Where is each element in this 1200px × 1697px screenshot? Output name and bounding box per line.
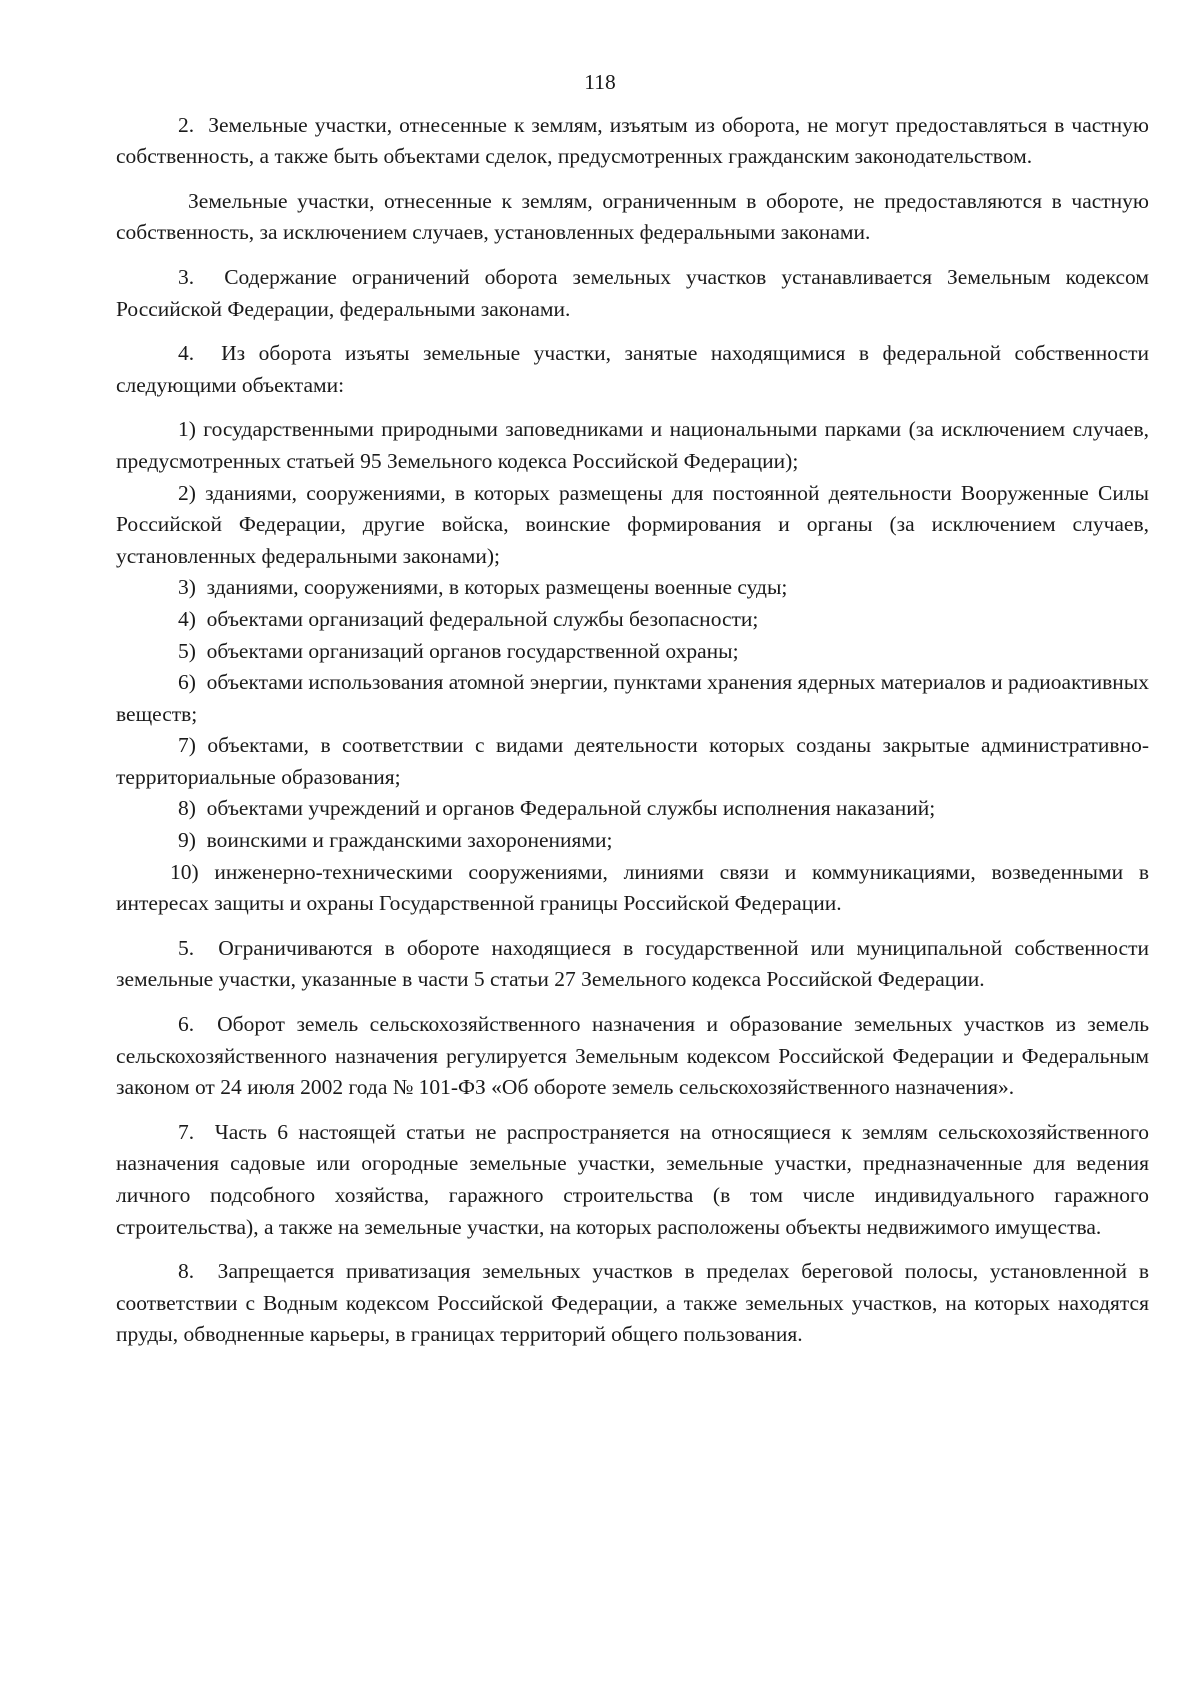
paragraph-6: 6. Оборот земель сельскохозяйственного назначения и образование земельных участков из земель сельскохозяйственного назначения регулируется Земельным кодексом Российской Федерации и Федеральным законом от 24 июля 2002 года № 101-ФЗ «Об обороте земель сельскохозяйственного назначения». [116,1012,1149,1100]
list-item: 4) объектами организаций федеральной службы безопасности; [178,606,759,631]
list-item: 10) инженерно-техническими сооружениями, линиями связи и коммуникациями, возведенными в интересах защиты и охраны Государственной границы Российской Федерации. [116,859,1149,916]
page-number: 118 [584,70,616,94]
list-item: 8) объектами учреждений и органов Федеральной службы исполнения наказаний; [178,796,936,821]
paragraph-4: 4. Из оборота изъяты земельные участки, занятые находящимися в федеральной собственности следующими объектами: [116,341,1149,397]
list-item: 9) воинскими и гражданскими захоронениями; [178,828,613,853]
list-item: 2) зданиями, сооружениями, в которых размещены для постоянной деятельности Вооруженные Силы Российской Федерации, другие войска, воинские формирования и органы (за исключением случаев, установленных федеральными законами); [116,480,1149,568]
list-item: 1) государственными природными заповедниками и национальными парками (за исключением случаев, предусмотренных статьей 95 Земельного кодекса Российской Федерации); [116,417,1149,473]
paragraph-8: 8. Запрещается приватизация земельных участков в пределах береговой полосы, установленной в соответствии с Водным кодексом Российской Федерации, а также земельных участков, на которых находятся пруды, обводненные карьеры, в границах территорий общего пользования. [116,1259,1149,1347]
paragraph-2-continued: Земельные участки, отнесенные к землям, ограниченным в обороте, не предоставляются в частную собственность, за исключением случаев, установленных федеральными законами. [116,188,1149,245]
paragraph-3: 3. Содержание ограничений оборота земельных участков устанавливается Земельным кодексом Российской Федерации, федеральными законами. [116,264,1149,321]
list-item: 5) объектами организаций органов государственной охраны; [178,638,739,663]
paragraph-5: 5. Ограничиваются в обороте находящиеся в государственной или муниципальной собственности земельные участки, указанные в части 5 статьи 27 Земельного кодекса Российской Федерации. [116,935,1149,992]
list-item: 3) зданиями, сооружениями, в которых размещены военные суды; [178,575,788,600]
list-item: 7) объектами, в соответствии с видами деятельности которых созданы закрытые административно-территориальные образования; [116,733,1149,789]
paragraph-7: 7. Часть 6 настоящей статьи не распространяется на относящиеся к землям сельскохозяйственного назначения садовые или огородные земельные участки, земельные участки, предназначенные для ведения личного подсобного хозяйства, гаражного строительства (в том числе индивидуального гаражного строительства), а также на земельные участки, на которых расположены объекты недвижимого имущества. [116,1119,1149,1239]
list-item: 6) объектами использования атомной энергии, пунктами хранения ядерных материалов и радиоактивных веществ; [116,670,1149,726]
paragraph-2: 2. Земельные участки, отнесенные к землям, изъятым из оборота, не могут предоставляться в частную собственность, а также быть объектами сделок, предусмотренных гражданским законодательством. [116,112,1149,169]
objects-list [116,414,1149,920]
